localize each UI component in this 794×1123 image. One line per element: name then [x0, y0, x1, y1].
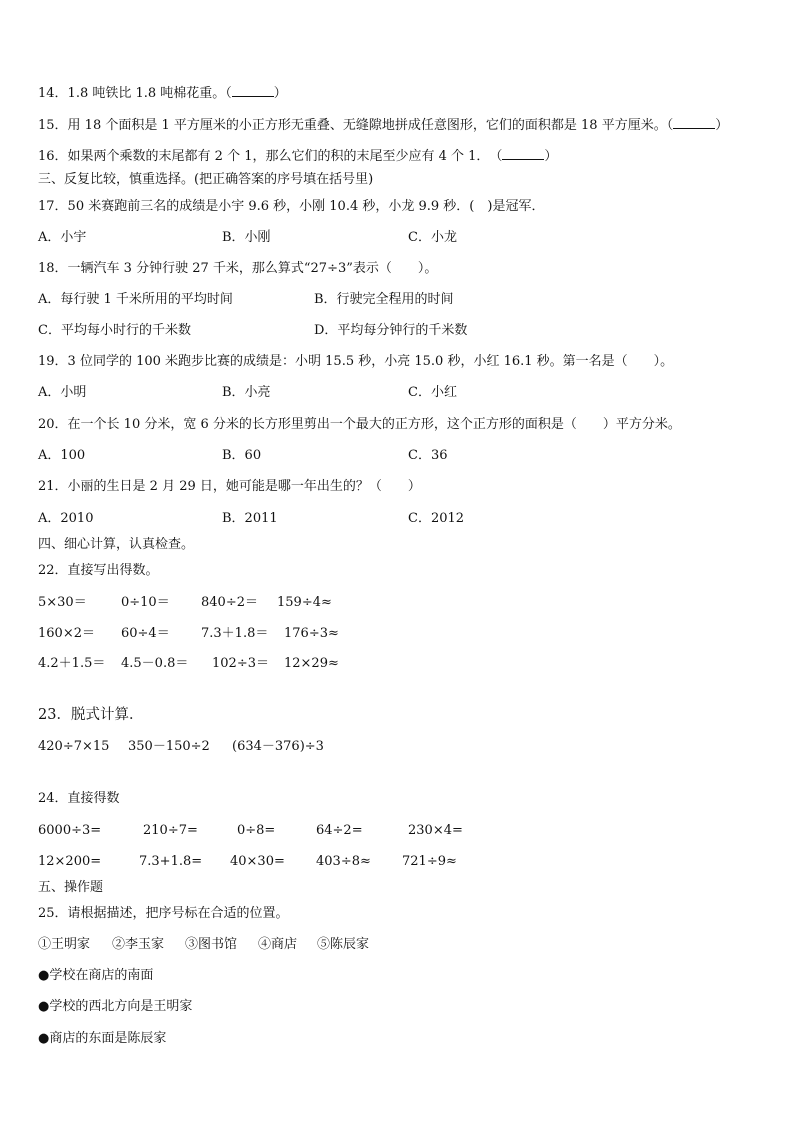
calc-item: 7.3＋1.8＝ [201, 626, 269, 641]
q17-option-b[interactable]: B．小刚 [222, 230, 271, 245]
question-16 [38, 147, 557, 165]
calc-item: 210÷7= [143, 823, 198, 838]
calc-item: 40×30= [230, 854, 285, 869]
calc-item: 7.3+1.8= [139, 854, 203, 869]
calc-item: 159÷4≈ [277, 595, 332, 610]
question-17-text: 17．50 米赛跑前三名的成绩是小宇 9.6 秒，小刚 10.4 秒，小龙 9.9 秒．( )是冠军． [38, 199, 545, 214]
calc-item: 5×30＝ [38, 595, 87, 610]
section-3-heading: 三、反复比较，慎重选择。(把正确答案的序号填在括号里) [38, 172, 374, 187]
q20-option-c[interactable]: C．36 [408, 448, 448, 463]
question-15-text: 15．用 18 个面积是 1 平方厘米的小正方形无重叠、无缝隙地拼成任意图形，它们的面积都是 18 平方厘米。（ [38, 118, 674, 133]
answer-blank[interactable] [232, 84, 274, 97]
close-paren: ） [273, 86, 287, 101]
question-22-title: 22．直接写出得数。 [38, 563, 159, 578]
q21-option-a[interactable]: A．2010 [38, 511, 94, 526]
close-paren: ） [715, 118, 729, 133]
stepwise-calc-item: (634－376)÷3 [232, 739, 324, 754]
question-14-text: 14．1.8 吨铁比 1.8 吨棉花重。（ [38, 86, 232, 101]
question-19-text: 19．3 位同学的 100 米跑步比赛的成绩是：小明 15.5 秒，小亮 15.0 秒，小红 16.1 秒。第一名是（ ）。 [38, 354, 674, 369]
place-label: ②李玉家 [112, 937, 165, 952]
q17-option-a[interactable]: A．小宇 [38, 230, 87, 245]
q21-option-c[interactable]: C．2012 [408, 511, 465, 526]
q19-option-c[interactable]: C．小红 [408, 385, 457, 400]
q18-option-b[interactable]: B．行驶完全程用的时间 [314, 292, 454, 307]
calc-item: 4.2＋1.5＝ [38, 656, 106, 671]
q18-option-a[interactable]: A．每行驶 1 千米所用的平均时间 [38, 292, 233, 307]
calc-item: 160×2＝ [38, 626, 95, 641]
calc-item: 12×200= [38, 854, 102, 869]
answer-blank[interactable] [502, 147, 544, 160]
calc-item: 12×29≈ [284, 656, 339, 671]
question-25-title: 25．请根据描述，把序号标在合适的位置。 [38, 906, 289, 921]
q19-option-b[interactable]: B．小亮 [222, 385, 271, 400]
question-15 [38, 116, 728, 134]
calc-item: 230×4= [408, 823, 463, 838]
q20-option-a[interactable]: A．100 [38, 448, 86, 463]
section-5-heading: 五、操作题 [38, 880, 104, 895]
calc-item: 0÷10＝ [121, 595, 170, 610]
close-paren: ） [544, 149, 558, 164]
calc-item: 721÷9≈ [402, 854, 457, 869]
place-label: ①王明家 [38, 937, 91, 952]
place-label: ⑤陈辰家 [317, 937, 370, 952]
question-18-text: 18．一辆汽车 3 分钟行驶 27 千米，那么算式“27÷3”表示（ ）。 [38, 261, 438, 276]
clue-item: ●学校的西北方向是王明家 [38, 999, 193, 1014]
calc-item: 102÷3＝ [212, 656, 269, 671]
stepwise-calc-item: 350－150÷2 [128, 739, 210, 754]
question-21-text: 21．小丽的生日是 2 月 29 日，她可能是哪一年出生的？（ ） [38, 479, 421, 494]
calc-item: 64÷2= [316, 823, 363, 838]
question-23-title: 23．脱式计算． [38, 707, 144, 723]
question-14 [38, 84, 287, 102]
stepwise-calc-item: 420÷7×15 [38, 739, 110, 754]
calc-item: 0÷8= [237, 823, 276, 838]
answer-blank[interactable] [673, 116, 715, 129]
calc-item: 6000÷3= [38, 823, 102, 838]
q19-option-a[interactable]: A．小明 [38, 385, 87, 400]
calc-item: 4.5－0.8＝ [121, 656, 189, 671]
calc-item: 840÷2＝ [201, 595, 258, 610]
q18-option-d[interactable]: D．平均每分钟行的千米数 [314, 323, 468, 338]
question-16-text: 16．如果两个乘数的末尾都有 2 个 1，那么它们的积的末尾至少应有 4 个 1． （ [38, 149, 503, 164]
calc-item: 60÷4＝ [121, 626, 170, 641]
place-label: ③图书馆 [185, 937, 238, 952]
calc-item: 176÷3≈ [284, 626, 339, 641]
calc-item: 403÷8≈ [316, 854, 371, 869]
place-label: ④商店 [258, 937, 298, 952]
clue-item: ●学校在商店的南面 [38, 968, 154, 983]
q17-option-c[interactable]: C．小龙 [408, 230, 457, 245]
section-4-heading: 四、细心计算，认真检查。 [38, 537, 195, 552]
question-24-title: 24．直接得数 [38, 791, 120, 806]
question-20-text: 20．在一个长 10 分米，宽 6 分米的长方形里剪出一个最大的正方形，这个正方形的面积是（ ）平方分米。 [38, 417, 681, 432]
q18-option-c[interactable]: C．平均每小时行的千米数 [38, 323, 191, 338]
q21-option-b[interactable]: B．2011 [222, 511, 278, 526]
clue-item: ●商店的东面是陈辰家 [38, 1031, 167, 1046]
q20-option-b[interactable]: B．60 [222, 448, 262, 463]
